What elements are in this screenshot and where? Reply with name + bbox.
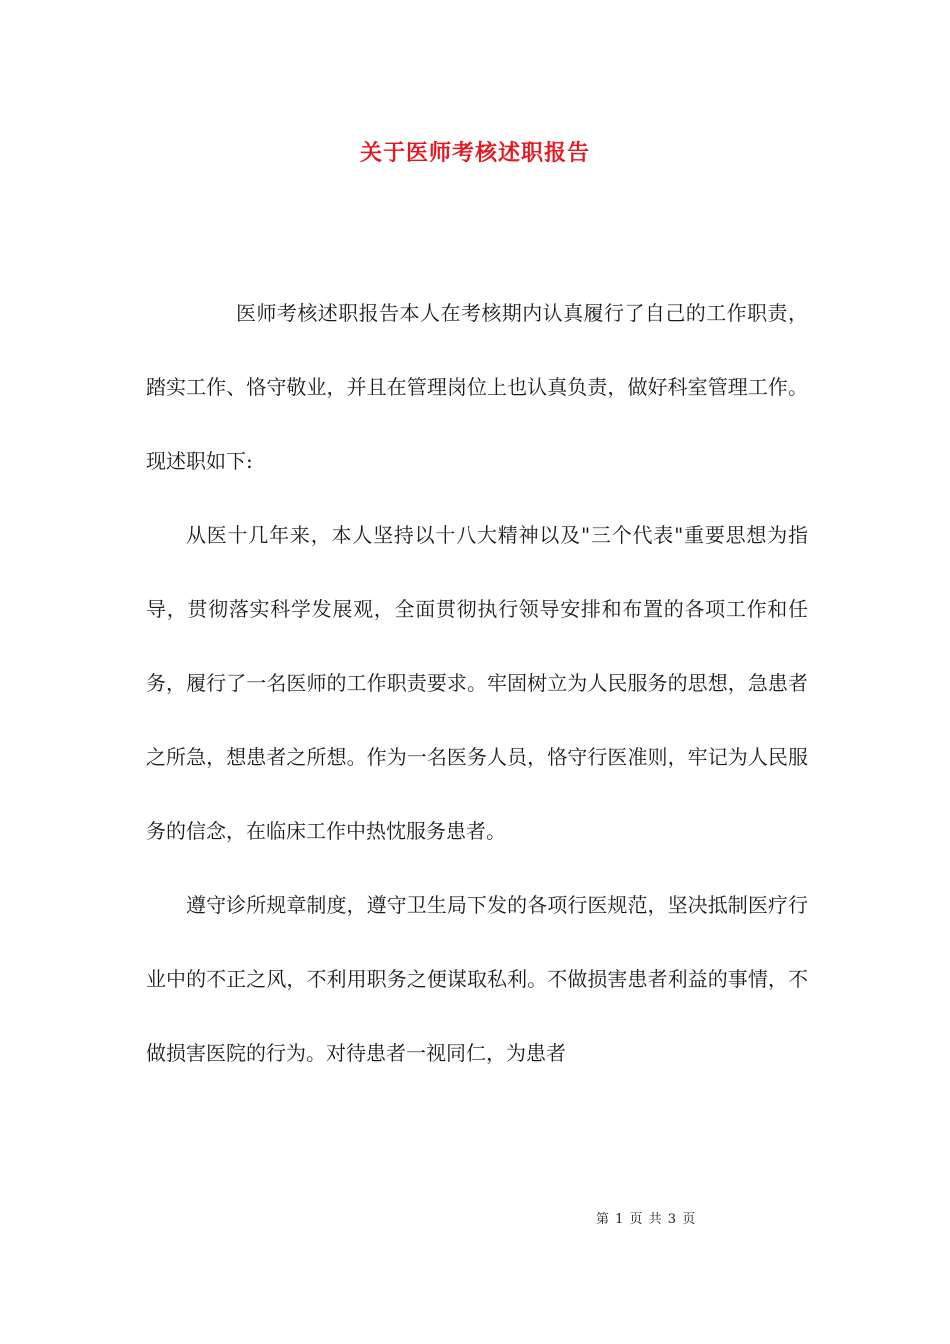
paragraph-service: 从医十几年来，本人坚持以十八大精神以及"三个代表"重要思想为指导，贯彻落实科学发展观，全面贯彻执行领导安排和布置的各项工作和任务，履行了一名医师的工作职责要求。牢固树立为人民服务的思想，急患者之所急，想患者之所想。作为一名医务人员，恪守行医准则，牢记为人民服务的信念，在临床工作中热忱服务患者。 [146,523,808,843]
document-title: 关于医师考核述职报告 [359,140,590,166]
paragraph-intro: 医师考核述职报告本人在考核期内认真履行了自己的工作职责，踏实工作、恪守敬业，并且在管理岗位上也认真负责，做好科室管理工作。现述职如下: [146,301,808,473]
document-body [146,276,808,1090]
paragraph-rules: 遵守诊所规章制度，遵守卫生局下发的各项行医规范，坚决抵制医疗行业中的不正之风，不利用职务之便谋取私利。不做损害患者利益的事情，不做损害医院的行为。对待患者一视同仁，为患者 [146,893,808,1065]
page-number-footer: 第 1 页 共 3 页 [596,1212,697,1227]
